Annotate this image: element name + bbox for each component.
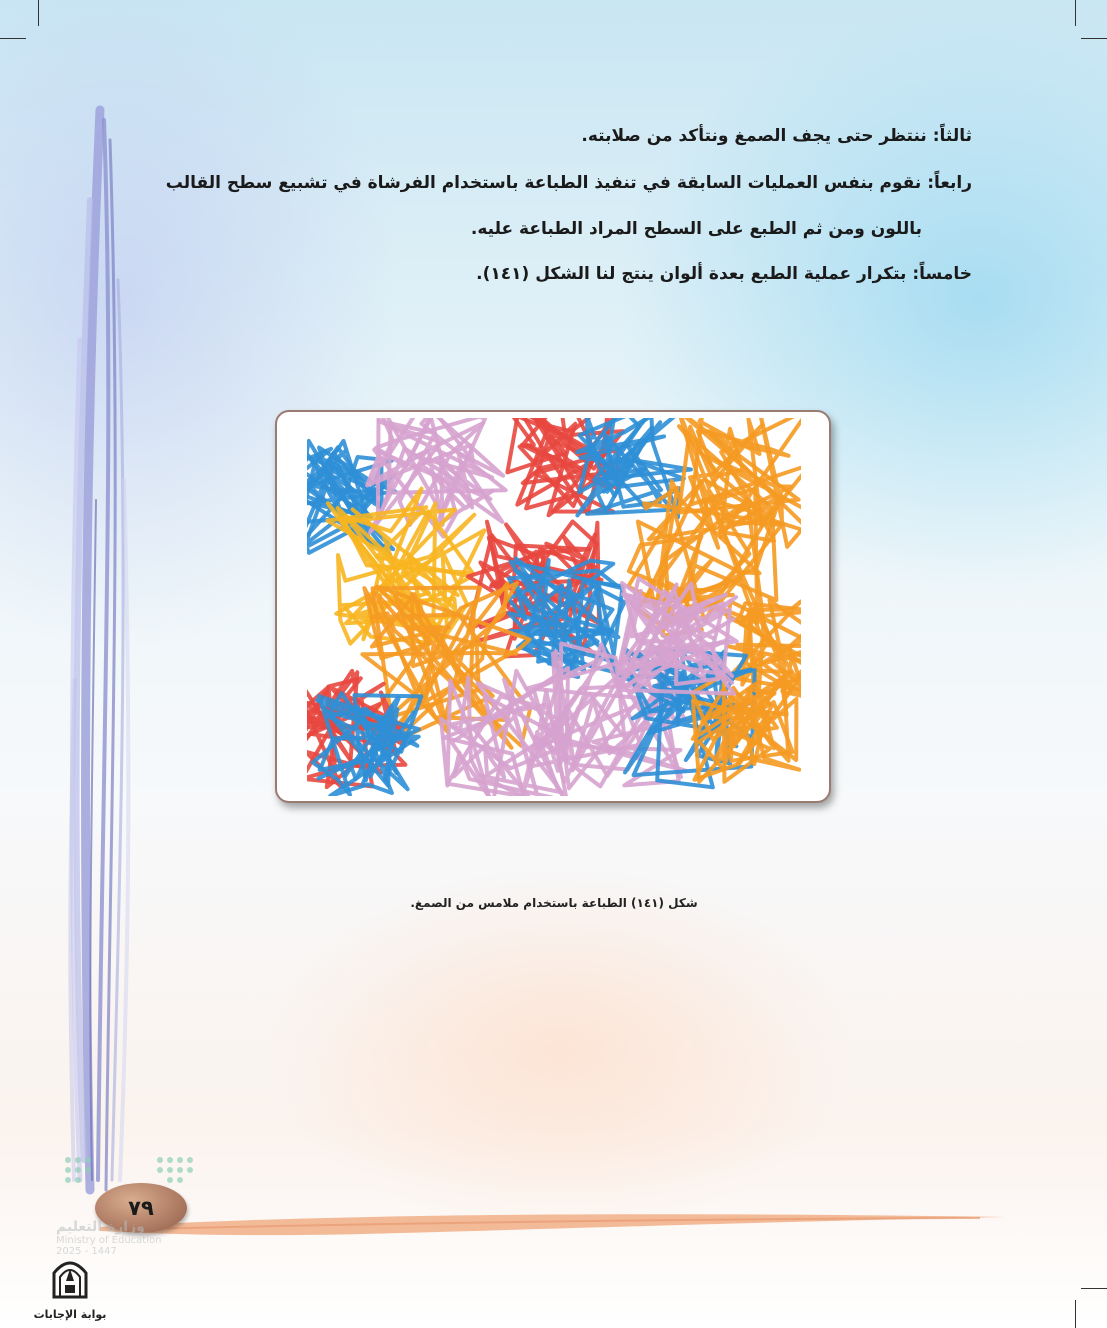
paragraph-step-4 [132, 171, 972, 195]
ministry-watermark-text [56, 1219, 216, 1257]
print-blob-17 [618, 578, 736, 694]
crop-mark-top-right [1081, 38, 1107, 39]
step-5-label: خامساً: [912, 264, 972, 284]
paragraph-step-4-cont [82, 217, 922, 241]
figure-frame [275, 410, 831, 803]
paragraph-step-3 [132, 124, 972, 148]
step-4-text: نقوم بنفس العمليات السابقة في تنفيذ الطباعة باستخدام الفرشاة في تشبيع سطح القالب [165, 173, 928, 193]
crop-mark-top-left [0, 38, 26, 39]
glue-texture-print-image [307, 418, 801, 796]
answers-gate-logo [30, 1255, 110, 1325]
page-number: ٧٩ [95, 1183, 187, 1233]
step-3-label: ثالثاً: [932, 126, 972, 146]
ministry-name-en: Ministry of Education [56, 1235, 162, 1246]
decorative-brush-strokes [40, 80, 160, 1210]
step-3-text: ننتظر حتى يجف الصمغ ونتأكد من صلابته. [581, 126, 933, 146]
ministry-name-ar: وزارة التعليم [56, 1219, 145, 1235]
gate-icon [50, 1255, 90, 1299]
crop-mark-bottom-right [1081, 1288, 1107, 1289]
step-4-continuation: باللون ومن ثم الطبع على السطح المراد الطباعة عليه. [470, 219, 922, 239]
step-4-label: رابعاً: [927, 173, 972, 193]
gate-label: بوابة الإجابات [33, 1308, 107, 1321]
print-artwork [307, 418, 801, 796]
ministry-year: 2025 - 1447 [56, 1246, 117, 1257]
footer-brush-stroke [100, 1205, 1020, 1245]
paragraph-step-5 [132, 262, 972, 286]
figure-caption: شكل (١٤١) الطباعة باستخدام ملامس من الصمغ. [410, 896, 698, 910]
step-5-text: بتكرار عملية الطبع بعدة ألوان ينتج لنا الشكل (١٤١). [476, 264, 913, 284]
crop-mark-top-left-v [38, 0, 39, 26]
crop-mark-bottom-right-v [1075, 1300, 1076, 1328]
crop-mark-top-right-v [1075, 0, 1076, 26]
